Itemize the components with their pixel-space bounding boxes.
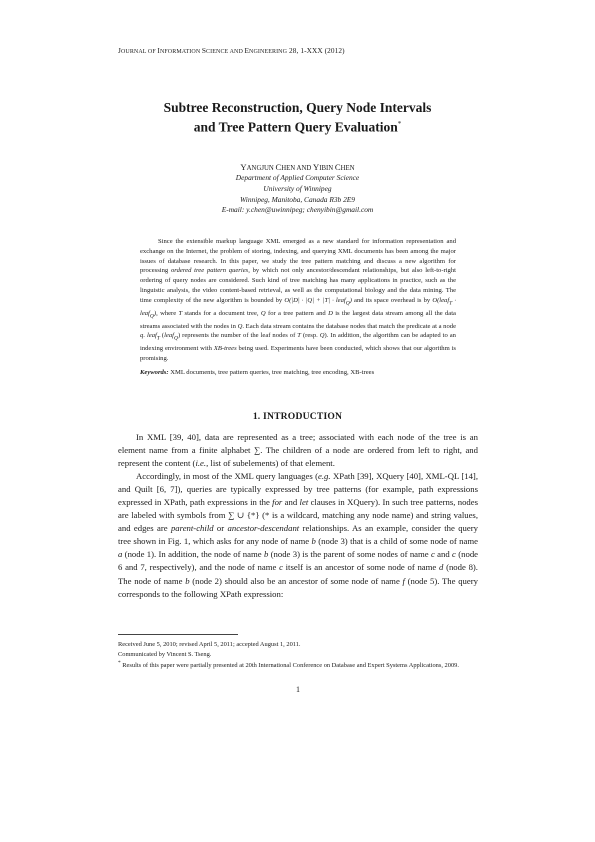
- page-number: 1: [296, 685, 300, 694]
- section-heading: 1. INTRODUCTION: [252, 411, 343, 422]
- footnote-star-marker: *: [118, 660, 121, 667]
- keywords: [140, 369, 456, 376]
- body-paragraph-1: In XML [39, 40], data are represented as a tree; associated with each node of the tree is an element name from a finite alphabet ∑. The children of a node are ordered from left to right, and represent the content (i.e., list of subelements) of that element.: [118, 432, 478, 469]
- abstract: [140, 237, 456, 364]
- affiliation-university: University of Winnipeg: [263, 183, 332, 193]
- title-footnote-marker: *: [397, 120, 402, 128]
- running-head: JOURNAL OF INFORMATION SCIENCE AND ENGINEERING 28, 1-XXX (2012): [118, 46, 345, 55]
- footnote-communicated: Communicated by Vincent S. Tseng.: [118, 650, 212, 658]
- authors: YANGJUN CHEN AND YIBIN CHEN: [240, 162, 355, 172]
- affiliation-city: Winnipeg, Manitoba, Canada R3b 2E9: [240, 194, 355, 204]
- body-paragraph-2: Accordingly, in most of the XML query languages (e.g. XPath [39], XQuery [40], XML-QL [14], and Quilt [6, 7]), queries are typically expressed by tree patterns (for example, path expressions expressed in XPath, path expressions in the for and let clauses in XQuery). In such tree patterns, nodes are labeled with symbols from ∑ ∪ {*} (* is a wildcard, matching any node name) and string values, and edges are parent-child or ancestor-descendant relationships. As an example, consider the query tree shown in Fig. 1, which asks for any node of name b (node 3) that is a child of some node of name a (node 1). In addition, the node of name b (node 3) is the parent of some nodes of name c and c (node 6 and 7, respectively), and the node of name c itself is an ancestor of some node of name d (node 8). The node of name b (node 2) should also be an ancestor of some node of name f (node 5). The query corresponds to the following XPath expression:: [118, 471, 479, 599]
- abstract-paragraph: Since the extensible markup language XML emerged as a new standard for information representation and exchange on the Internet, the problem of storing, indexing, and querying XML documents has been among the major issues of database research. In this paper, we study the tree pattern matching and discuss a new algorithm for processing ordered tree pattern queries, by which not only ancestor/descendant relationships, but also left-to-right ordering of query nodes are considered. Such kind of tree matching has many applications in practice, such as the linguistic analysis, the video content-based retrieval, as well as the computational biology and the data mining. The time complexity of the new algorithm is bounded by O(|D| · |Q| + |T| · leaf$_Q$) and its space overhead is by O(leaf$_T$ · leaf$_Q$), where T stands for a document tree, Q for a tree pattern and D is the largest data stream among all the data streams associated with the nodes in Q. Each data stream contains the database nodes that match the predicate at a node q. leaf$_T$ (leaf$_Q$) represents the number of the leaf nodes of T (resp. Q). In addition, the algorithm can be adapted to an indexing environment with XB-trees being used. Experiments have been conducted, which shows that our algorithm is promising.: [140, 238, 457, 363]
- footnote-star-note: * Results of this paper were partially presented at 20th International Conference on Database and Expert Systems Applications, 2009.: [118, 660, 459, 670]
- affiliation-email: E-mail: y.chen@uwinnipeg; chenyibin@gmail.com: [221, 205, 374, 215]
- body-text: [118, 431, 478, 601]
- footnote-divider: [118, 634, 238, 635]
- keywords-list: XML documents, tree pattern queries, tree matching, tree encoding, XB-trees: [168, 369, 375, 376]
- keywords-label: Keywords:: [140, 369, 169, 376]
- title-line-1: Subtree Reconstruction, Query Node Intervals: [163, 100, 432, 115]
- footnote-received: Received June 5, 2010; revised April 5, 2011; accepted August 1, 2011.: [118, 641, 301, 648]
- paper-title: [100, 99, 495, 136]
- affiliation: [100, 173, 495, 216]
- title-line-2: and Tree Pattern Query Evaluation*: [193, 119, 402, 135]
- footnotes: [118, 640, 478, 671]
- affiliation-dept: Department of Applied Computer Science: [235, 173, 360, 182]
